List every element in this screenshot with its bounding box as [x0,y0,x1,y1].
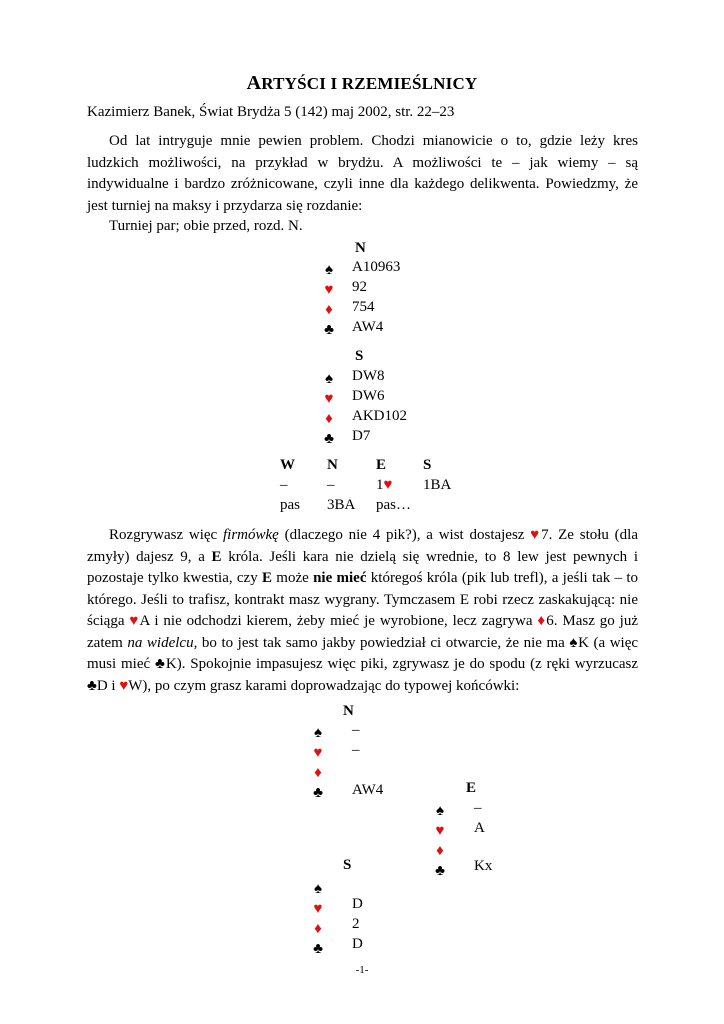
deal2-south-spades [311,880,325,898]
spade-icon: ♠ [325,371,333,387]
bid-e-2: pas… [376,497,411,513]
spade-icon: ♠ [569,634,579,651]
source-citation: Kazimierz Banek, Świat Brydża 5 (142) maj 2002, str. 22–23 [87,104,455,120]
intro-paragraph: Od lat intryguje mnie pewien problem. Chodzi mianowicie o to, gdzie leży kres ludzkich możliwości, na przykład w brydżu. A możliwości te – jak wiemy – są indywidualne i bardzo zróżnicowane, czyli inne dla każdego delikwenta. Powiedzmy, że jest turniej na maksy i przydarza się rozdanie: [87,133,638,214]
deal1-north-hearts [322,281,336,299]
deal2-south-hearts-cards: D [352,896,363,912]
deal1-south-spades [322,370,336,388]
club-icon: ♣ [324,322,334,338]
heart-icon: ♥ [324,282,334,298]
deal1-north-diamonds-cards: 754 [352,299,375,315]
deal2-north-label: N [343,703,354,719]
deal1-south-hearts [322,390,336,408]
deal1-south-label: S [355,348,364,364]
heart-icon: ♥ [129,613,140,629]
heart-icon: ♥ [435,823,445,839]
deal2-south-hearts [311,900,325,918]
deal1-north-diamonds [322,301,336,319]
diamond-icon: ♦ [314,921,322,937]
deal2-south-diamonds-cards: 2 [352,916,360,932]
setup-line: Turniej par; obie przed, rozd. N. [109,218,303,234]
diamond-icon: ♦ [325,302,333,318]
heart-icon: ♥ [119,677,129,694]
deal2-north-clubs [311,784,325,802]
deal2-north-spades [311,724,325,742]
deal2-east-diamonds [433,842,447,860]
deal1-north-clubs-cards: AW4 [352,319,384,335]
bid-header-s: S [423,457,432,473]
bid-e-1: 1♥ [376,477,393,493]
diamond-icon: ♦ [314,765,322,781]
spade-icon: ♠ [314,881,322,897]
deal2-east-spades-cards: – [474,800,482,816]
bid-n-1: – [327,477,335,493]
deal1-south-diamonds-cards: AKD102 [352,408,407,424]
heart-icon: ♥ [530,527,542,543]
club-icon: ♣ [324,431,334,447]
deal2-east-clubs [433,862,447,880]
deal1-north-spades [322,261,336,279]
bid-header-w: W [280,457,295,473]
bid-header-n: N [327,457,338,473]
deal2-north-spades-cards: – [352,722,360,738]
page-title: ARTYŚCI I RZEMIEŚLNICY [246,72,478,94]
club-icon: ♣ [313,941,323,957]
club-icon: ♣ [154,656,166,672]
spade-icon: ♠ [436,803,444,819]
heart-icon: ♥ [313,745,323,761]
deal1-north-hearts-cards: 92 [352,279,367,295]
club-icon: ♣ [435,863,445,879]
deal1-north-spades-cards: A10963 [352,259,401,275]
club-icon: ♣ [313,785,323,801]
deal2-south-diamonds [311,920,325,938]
deal2-north-hearts [311,744,325,762]
deal2-north-diamonds [311,764,325,782]
diamond-icon: ♦ [325,411,333,427]
page-number: -1- [355,964,369,976]
deal1-north-label: N [355,240,366,256]
bid-s-1: 1BA [423,477,452,493]
deal2-east-label: E [466,780,477,796]
deal1-south-clubs-cards: D7 [352,428,371,444]
deal2-east-hearts [433,822,447,840]
bid-header-e: E [376,457,387,473]
deal2-south-clubs-cards: D [352,936,363,952]
bid-w-1: – [280,477,288,493]
deal1-south-clubs [322,430,336,448]
heart-icon: ♥ [324,391,334,407]
deal2-south-label: S [343,857,352,873]
deal2-north-hearts-cards: – [352,742,360,758]
main-paragraph: Rozgrywasz więc firmówkę (dlaczego nie 4 pik?), a wist dostajesz ♥7. Ze stołu (dla zmyły) dajesz 9, a E króla. Jeśli kara nie dzielą się wrednie, to 8 lew jest pewnych i pozostaje tylko kwestia, czy E może nie mieć któregoś króla (pik lub trefl), a jeśli tak – to którego. Jeśli to trafisz, kontrakt masz wygrany. Tymczasem E robi rzecz zaskakującą: nie ściąga ♥A i nie odchodzi kierem, żeby mieć je wyrobione, lecz zagrywa ♦6. Masz go już zatem na widelcu, bo to jest tak samo jakby powiedział ci otwarcie, że nie ma ♠K (a więc musi mieć ♣K). Spokojnie impasujesz więc piki, zgrywasz je do spodu (z ręki wyrzucasz ♣D i ♥W), po czym grasz karami doprowadzając do typowej końcówki: [87,527,639,694]
bid-w-2: pas [280,497,300,513]
deal1-south-hearts-cards: DW6 [352,388,385,404]
deal2-east-spades [433,802,447,820]
diamond-icon: ♦ [436,843,444,859]
deal2-north-clubs-cards: AW4 [352,782,384,798]
bid-n-2: 3BA [327,497,356,513]
heart-icon: ♥ [383,477,393,493]
diamond-icon: ♦ [537,613,547,629]
spade-icon: ♠ [325,262,333,278]
spade-icon: ♠ [314,725,322,741]
club-icon: ♣ [87,677,97,694]
deal2-east-hearts-cards: A [474,820,485,836]
deal1-south-diamonds [322,410,336,428]
deal1-south-spades-cards: DW8 [352,368,385,384]
heart-icon: ♥ [313,901,323,917]
deal2-south-clubs [311,940,325,958]
deal2-east-clubs-cards: Kx [474,858,493,874]
deal1-north-clubs [322,321,336,339]
